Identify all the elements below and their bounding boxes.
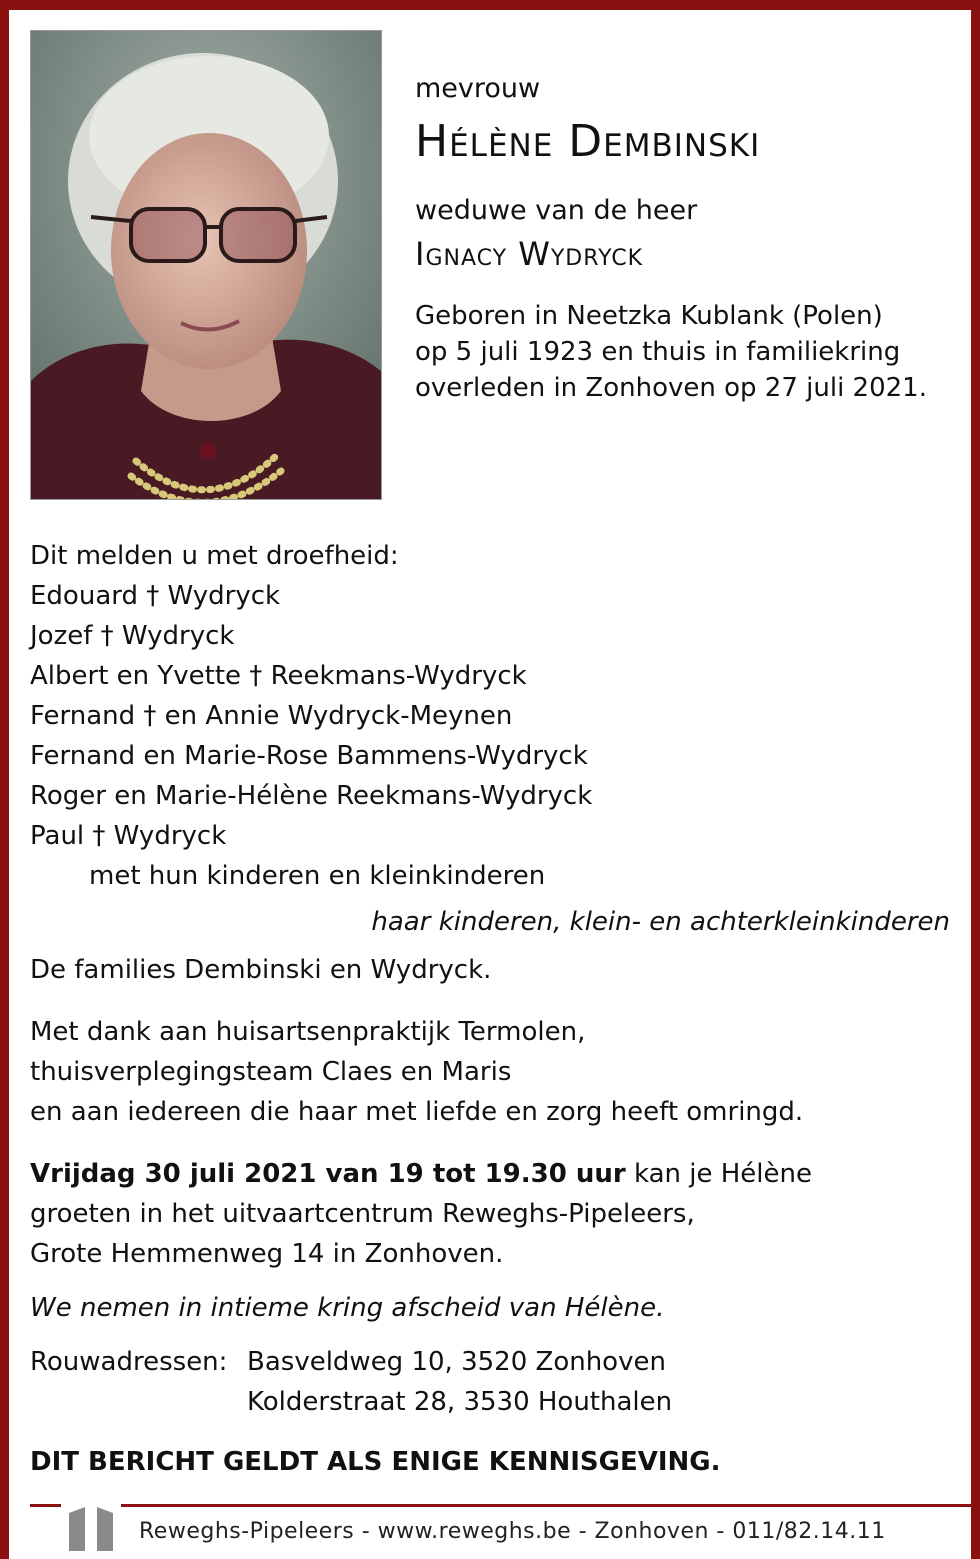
visitation-block <box>30 1154 970 1274</box>
notice-line: DIT BERICHT GELDT ALS ENIGE KENNISGEVING. <box>30 1447 721 1477</box>
family-member: Albert en Yvette † Reekmans-Wydryck <box>30 661 527 691</box>
salutation: mevrouw <box>415 73 541 104</box>
birth-line: op 5 juli 1923 en thuis in familiekring <box>415 337 901 367</box>
thanks-line: thuisverplegingsteam Claes en Maris <box>30 1057 512 1087</box>
thanks-line: en aan iedereen die haar met liefde en zorg heeft omringd. <box>30 1097 804 1127</box>
family-member: Roger en Marie-Hélène Reekmans-Wydryck <box>30 781 593 811</box>
family-member: Jozef † Wydryck <box>30 621 235 651</box>
thanks-block <box>30 1012 970 1132</box>
farewell-line: We nemen in intieme kring afscheid van Hélène. <box>30 1293 665 1323</box>
visitation-line <box>30 1154 970 1194</box>
visitation-line: groeten in het uitvaartcentrum Reweghs-Pipeleers, <box>30 1199 695 1229</box>
family-member: Fernand † en Annie Wydryck-Meynen <box>30 701 513 731</box>
address-line: Kolderstraat 28, 3530 Houthalen <box>247 1387 673 1417</box>
family-member: Fernand en Marie-Rose Bammens-Wydryck <box>30 741 588 771</box>
families-line: De families Dembinski en Wydryck. <box>30 955 492 985</box>
footer-contact: Reweghs-Pipeleers - www.reweghs.be - Zonhoven - 011/82.14.11 <box>139 1519 886 1544</box>
visitation-line: Grote Hemmenweg 14 in Zonhoven. <box>30 1239 504 1269</box>
addresses-block <box>30 1342 970 1422</box>
family-member: Edouard † Wydryck <box>30 581 281 611</box>
announcement-body <box>30 536 970 1482</box>
header-block <box>415 74 955 406</box>
birth-line: Geboren in Neetzka Kublank (Polen) <box>415 301 883 331</box>
logo-pillars-icon <box>61 1503 121 1553</box>
addresses-label: Rouwadressen: <box>30 1347 228 1377</box>
address-row <box>30 1342 970 1382</box>
address-line: Basveldweg 10, 3520 Zonhoven <box>247 1347 666 1377</box>
visitation-rest: kan je Hélène <box>625 1159 812 1189</box>
thanks-line: Met dank aan huisartsenpraktijk Termolen, <box>30 1017 586 1047</box>
spouse-name: Ignacy Wydryck <box>415 235 644 273</box>
announce-intro: Dit melden u met droefheid: <box>30 541 399 571</box>
footer-divider <box>30 1504 972 1507</box>
portrait-illustration <box>31 31 381 499</box>
funeral-home-logo <box>61 1503 121 1553</box>
visitation-datetime: Vrijdag 30 juli 2021 van 19 tot 19.30 uur <box>30 1159 626 1189</box>
children-line: met hun kinderen en kleinkinderen <box>89 861 546 891</box>
birth-death-info <box>415 298 955 406</box>
death-line: overleden in Zonhoven op 27 juli 2021. <box>415 373 927 403</box>
grandchildren-line: haar kinderen, klein- en achterkleinkinderen <box>371 907 950 937</box>
family-member: Paul † Wydryck <box>30 821 227 851</box>
portrait-photo <box>30 30 382 500</box>
deceased-name: Hélène Dembinski <box>415 116 761 167</box>
widow-line: weduwe van de heer <box>415 195 698 226</box>
